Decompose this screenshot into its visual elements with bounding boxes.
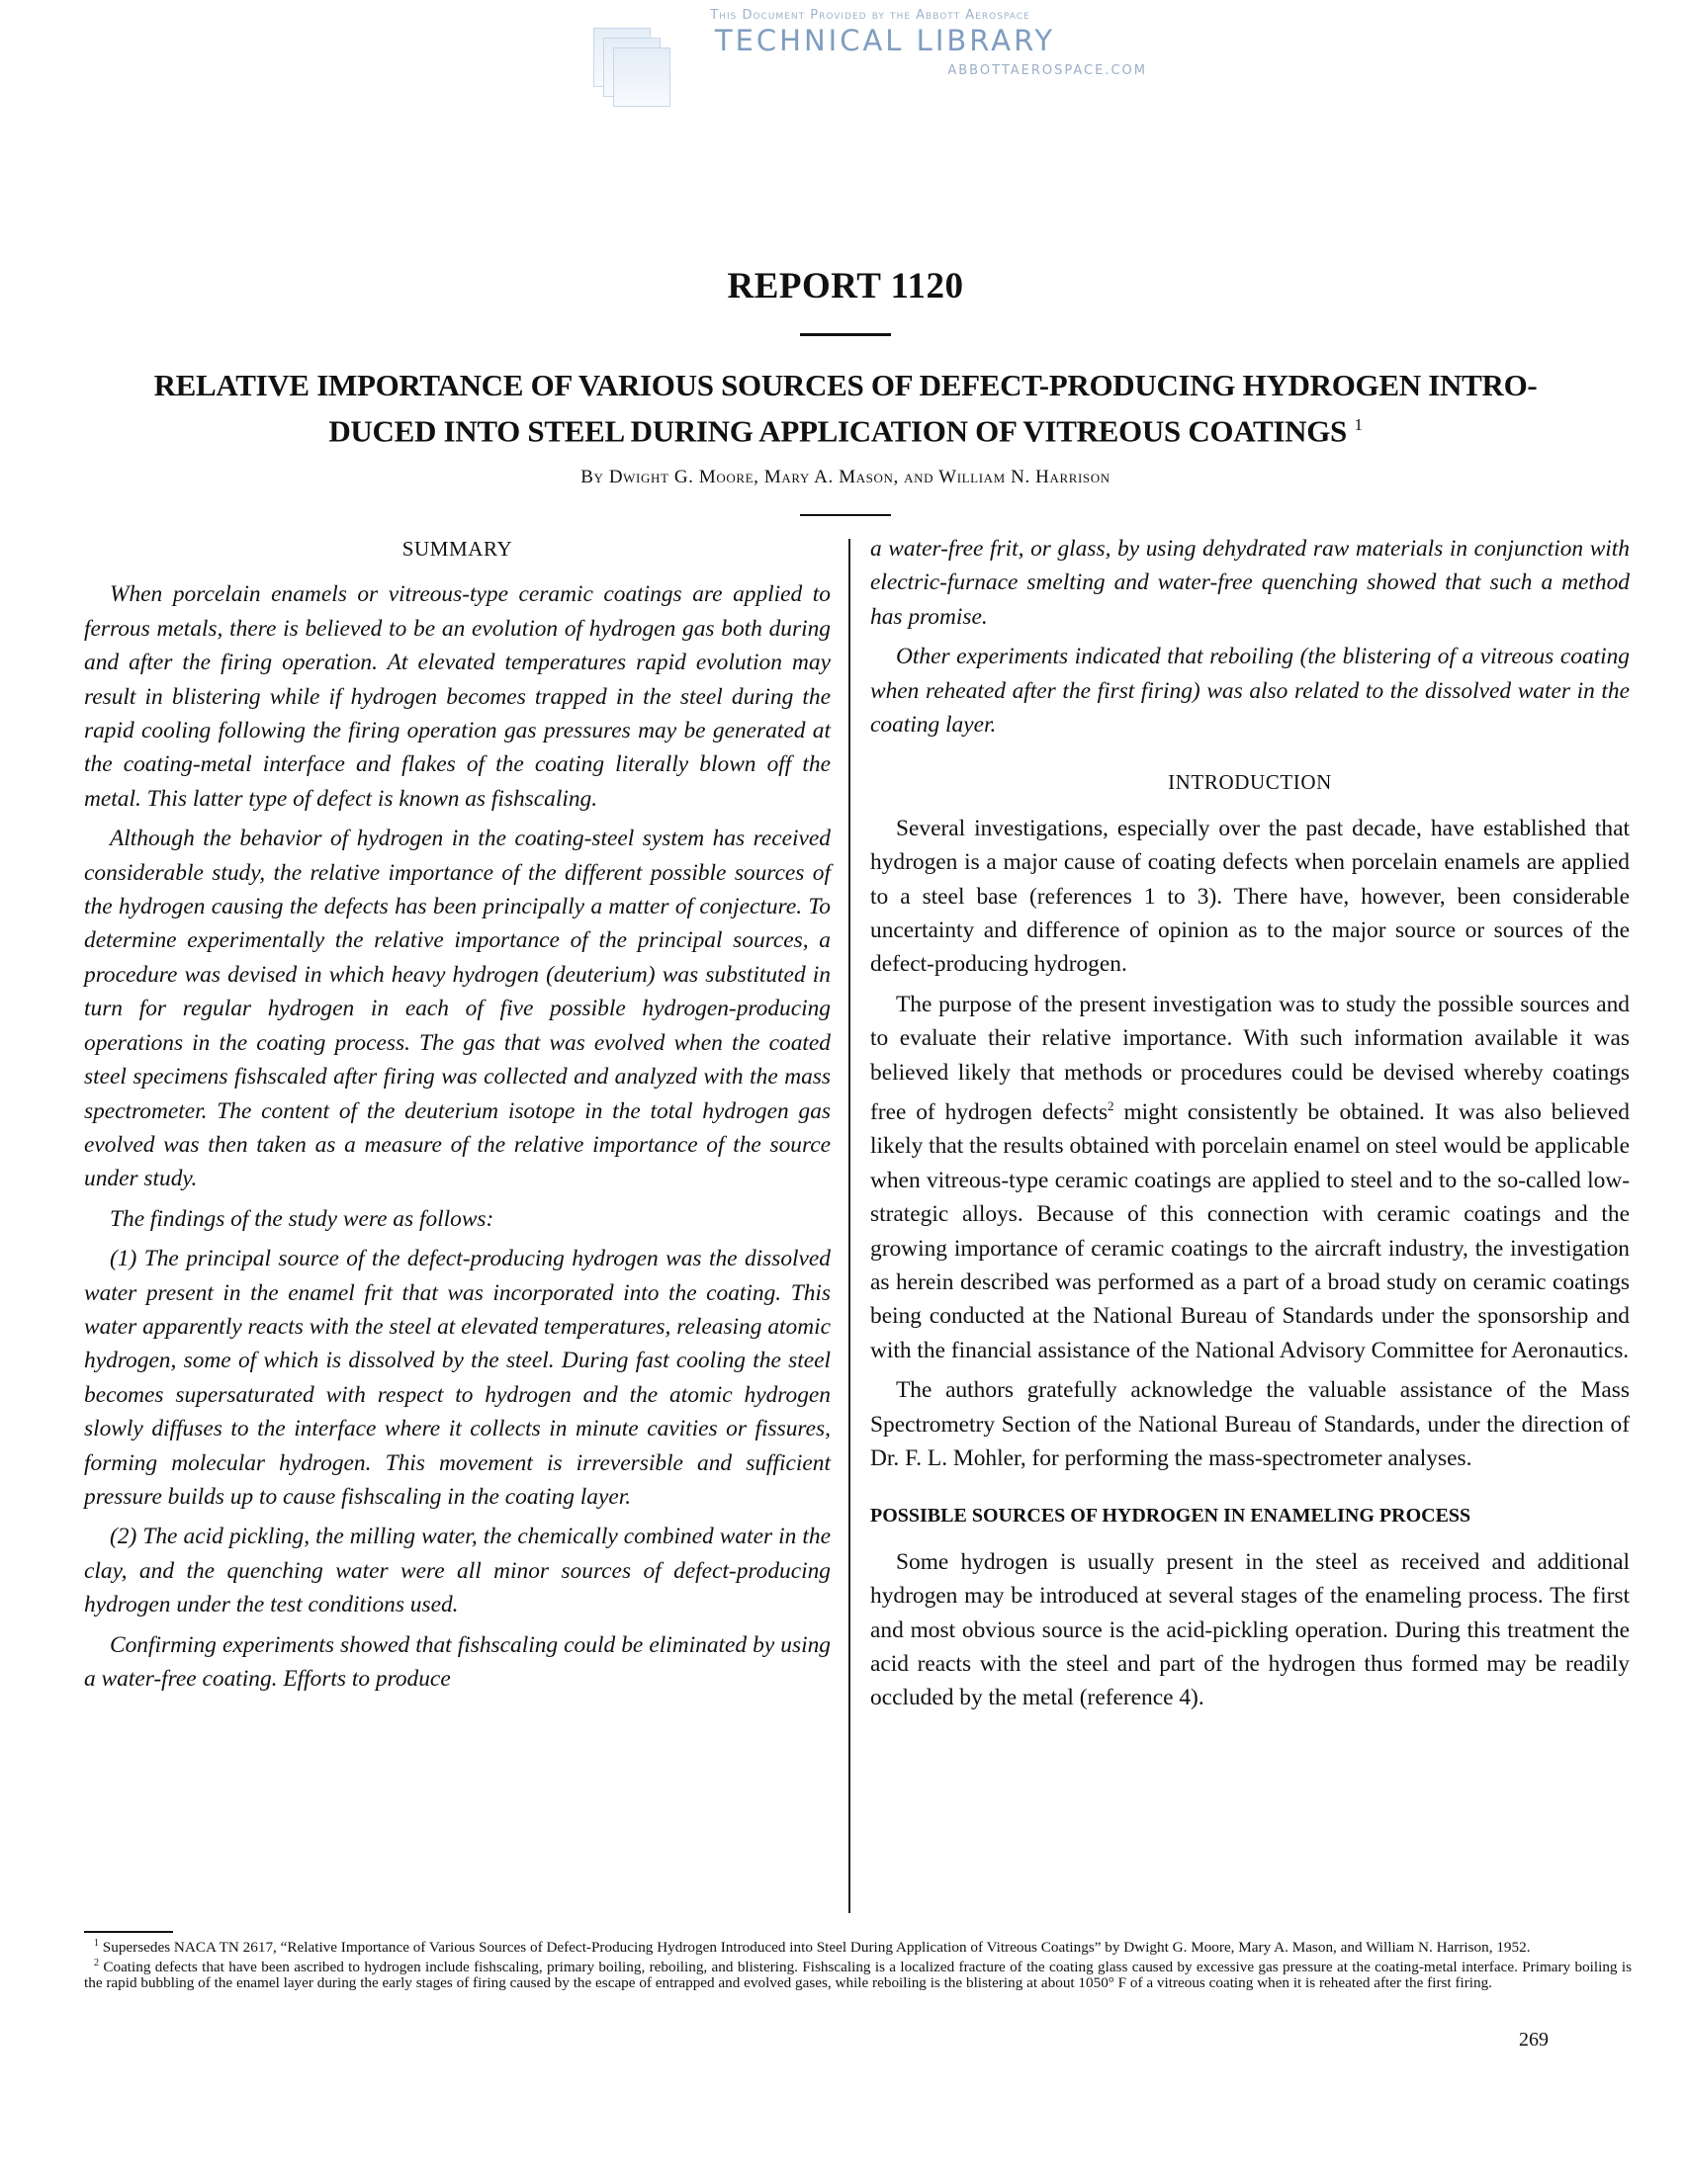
title-block bbox=[59, 265, 1632, 516]
paper-title-line-1: RELATIVE IMPORTANCE OF VARIOUS SOURCES OF DEFECT-PRODUCING HYDROGEN INTRO- bbox=[153, 368, 1538, 402]
footnotes bbox=[84, 1936, 1632, 1991]
watermark-library-text: TECHNICAL LIBRARY bbox=[714, 24, 1056, 57]
paper-title bbox=[59, 366, 1632, 451]
footnote-1: $^1$ Supersedes NACA TN 2617, “Relative Importance of Various Sources of Defect-Producing Hydrogen Introduced into Steel During Application of Vitreous Coatings” by Dwight G. Moore, Mary A. Mason, and William N. Harrison, 1952. bbox=[94, 1938, 1531, 1957]
summary-paragraph: Although the behavior of hydrogen in the coating-steel system has received considerable study, the relative importance of the different possible sources of the hydrogen causing the defects has been principally a matter of conjecture. To determine experimentally the relative importance of the principal sources, a procedure was devised in which heavy hydrogen (deuterium) was substituted in turn for regular hydrogen in each of five possible hydrogen-producing operations in the coating process. The gas that was evolved when the coated steel specimens fishscaled after firing was collected and analyzed with the mass spectrometer. The content of the deuterium isotope in the total hydrogen gas evolved was then taken as a measure of the relative importance of the source under study. bbox=[84, 826, 831, 1192]
summary-paragraph: Confirming experiments showed that fishscaling could be eliminated by using a water-free coating. Efforts to produce bbox=[84, 1631, 831, 1692]
summary-paragraph: When porcelain enamels or vitreous-type ceramic coatings are applied to ferrous metals, there is believed to be an evolution of hydrogen gas both during and after the firing operation. At elevated temperatures rapid evolution may result in blistering while if hydrogen becomes trapped in the steel during the rapid cooling following the firing operation gas pressures may be generated at the coating-metal interface and flakes of the coating literally blown off the metal. This latter type of defect is known as fishscaling. bbox=[84, 581, 831, 812]
report-number: REPORT 1120 bbox=[727, 266, 964, 306]
summary-paragraph: a water-free frit, or glass, by using dehydrated raw materials in conjunction with electric-furnace smelting and water-free quenching showed that such a method has promise. bbox=[870, 536, 1630, 630]
left-column bbox=[84, 532, 831, 1702]
summary-heading: SUMMARY bbox=[401, 537, 513, 561]
introduction-heading: INTRODUCTION bbox=[1168, 770, 1332, 795]
sources-paragraph: Some hydrogen is usually present in the steel as received and additional hydrogen may be introduced at several stages of the enameling process. The first and most obvious source is the acid-pickling operation. During this treatment the acid reacts with the steel and part of the hydrogen thus formed may be readily occluded by the metal (reference 4). bbox=[870, 1548, 1630, 1711]
intro-paragraph: The authors gratefully acknowledge the valuable assistance of the Mass Spectrometry Section of the National Bureau of Standards, under the direction of Dr. F. L. Mohler, for performing the mass-spectrometer analyses. bbox=[870, 1377, 1630, 1471]
watermark-url-text: ABBOTTAEROSPACE.COM bbox=[947, 63, 1147, 78]
author-byline: By Dwight G. Moore, Mary A. Mason, and William N. Harrison bbox=[580, 467, 1110, 488]
possible-sources-heading: POSSIBLE SOURCES OF HYDROGEN IN ENAMELING PROCESS bbox=[870, 1505, 1471, 1528]
summary-paragraph: Other experiments indicated that reboiling (the blistering of a vitreous coating when reheated after the first firing) was also related to the dissolved water in the coating layer. bbox=[870, 644, 1630, 739]
title-divider bbox=[800, 333, 891, 336]
summary-paragraph: The findings of the study were as follows: bbox=[110, 1205, 494, 1232]
right-column bbox=[870, 532, 1630, 1721]
watermark-logo bbox=[593, 6, 1147, 105]
column-divider bbox=[848, 539, 850, 1913]
footnote-divider bbox=[84, 1931, 173, 1933]
intro-paragraph: The purpose of the present investigation was to study the possible sources and to evaluate their relative importance. With such information available it was believed likely that methods or procedures could be devised whereby coatings free of hydrogen defects$^2$ might consistently be obtained. It was also believed likely that the results obtained with porcelain enamel on steel would be applicable when vitreous-type ceramic coatings are applied to steel and to the so-called low-strategic alloys. Because of this connection with ceramic coatings and the growing importance of ceramic coatings to the aircraft industry, the investigation as herein described was performed as a part of a broad study on ceramic coatings being conducted at the National Bureau of Standards under the sponsorship and with the financial assistance of the National Advisory Committee for Aeronautics. bbox=[870, 991, 1630, 1363]
summary-continued bbox=[870, 532, 1630, 742]
summary-finding-2: (2) The acid pickling, the milling water, the chemically combined water in the clay, and the quenching water were all minor sources of defect-producing hydrogen under the test conditions used. bbox=[84, 1524, 831, 1618]
byline-divider bbox=[800, 514, 891, 516]
footnote-2: $^2$ Coating defects that have been ascribed to hydrogen include fishscaling, primary boiling, reboiling, and blistering. Fishscaling is a localized fracture of the coating glass caused by excessive gas pressure at the coating-metal interface. Primary boiling is the rapid bubbling of the enamel layer during the early stages of firing caused by the escape of entrapped and evolved gases, while reboiling is the blistering at about 1050° F of a vitreous coating when it is reheated after the first firing. bbox=[84, 1958, 1632, 1992]
title-footnote-ref[interactable]: 1 bbox=[1354, 415, 1363, 434]
page-number: 269 bbox=[1519, 2029, 1549, 2051]
footnote-ref-2[interactable]: 2 bbox=[1108, 1098, 1114, 1114]
intro-paragraph: Several investigations, especially over the past decade, have established that hydrogen is a major cause of coating defects when porcelain enamels are applied to a steel base (references 1 to 3). There have, however, been considerable uncertainty and difference of opinion as to the major source or sources of the defect-producing hydrogen. bbox=[870, 815, 1630, 978]
summary-finding-1: (1) The principal source of the defect-producing hydrogen was the dissolved water present in the enamel frit that was incorporated into the coating. This water apparently reacts with the steel at elevated temperatures, releasing atomic hydrogen, some of which is dissolved by the steel. During fast cooling the steel becomes supersaturated with respect to hydrogen and the atomic hydrogen slowly diffuses to the interface where it collects in minute cavities or fissures, forming molecular hydrogen. This movement is irreversible and sufficient pressure builds up to cause fishscaling in the coating layer. bbox=[84, 1246, 831, 1510]
watermark-provider-text: This Document Provided by the Abbott Aerospace bbox=[710, 8, 1030, 23]
paper-title-line-2: DUCED INTO STEEL DURING APPLICATION OF VITREOUS COATINGS bbox=[328, 413, 1347, 449]
